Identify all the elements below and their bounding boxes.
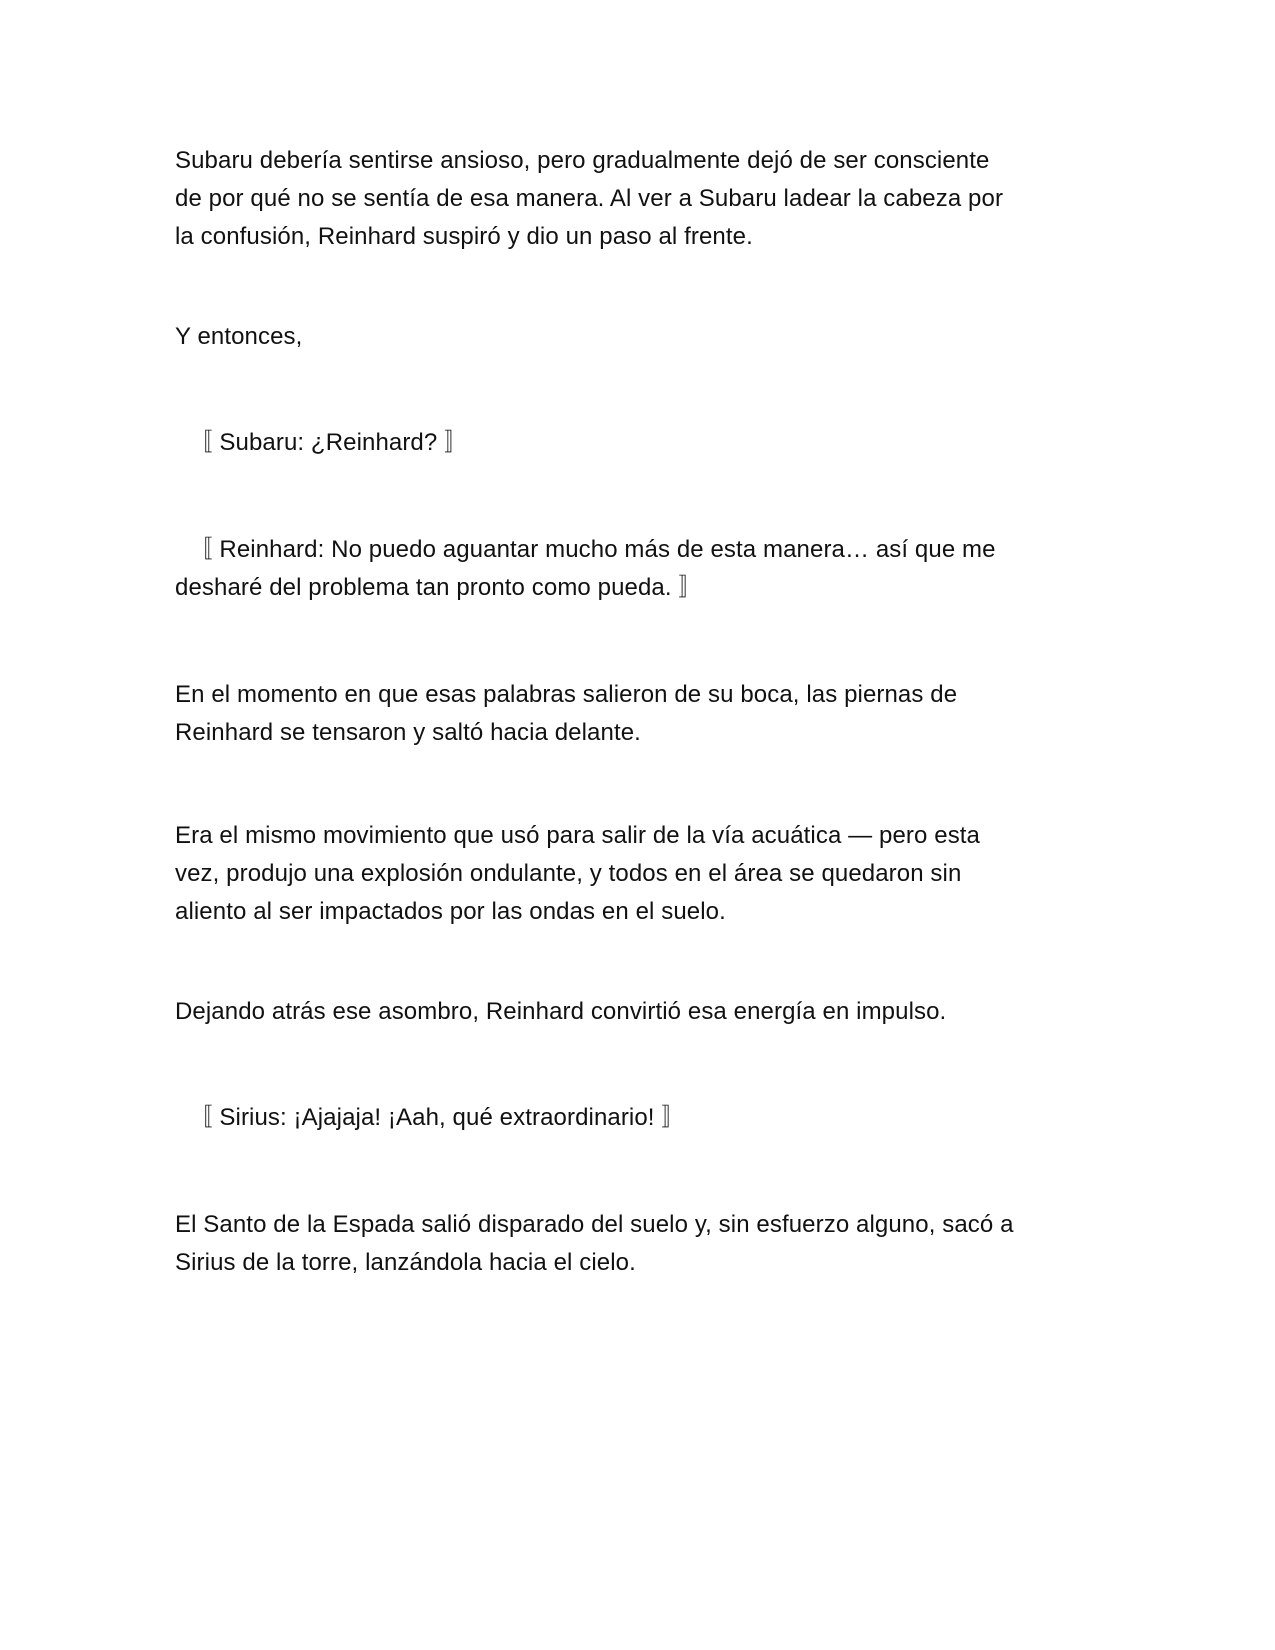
- paragraph-sword-saint: El Santo de la Espada salió disparado del suelo y, sin esfuerzo alguno, sacó a Sirius de la torre, lanzándola hacia el cielo.: [175, 1211, 1014, 1276]
- paragraph-reinhard-jump: En el momento en que esas palabras salieron de su boca, las piernas de Reinhard se tensaron y saltó hacia delante.: [175, 681, 958, 746]
- dialogue-sirius: 〚 Sirius: ¡Ajajaja! ¡Aah, qué extraordinario! 〛: [175, 1104, 686, 1131]
- paragraph-explosion: Era el mismo movimiento que usó para salir de la vía acuática — pero esta vez, produjo una explosión ondulante, y todos en el área se quedaron sin aliento al ser impactados por las ondas en el suelo.: [175, 822, 981, 925]
- paragraph-subaru-anxious: Subaru debería sentirse ansioso, pero gradualmente dejó de ser consciente de por qué no se sentía de esa manera. Al ver a Subaru ladear la cabeza por la confusión, Reinhard suspiró y dio un paso al frente.: [175, 147, 1004, 250]
- dialogue-reinhard: 〚 Reinhard: No puedo aguantar mucho más de esta manera… así que me desharé del problema tan pronto como pueda. 〛: [175, 536, 996, 601]
- paragraph-y-entonces: Y entonces,: [175, 323, 303, 350]
- paragraph-momentum: Dejando atrás ese asombro, Reinhard convirtió esa energía en impulso.: [175, 998, 947, 1025]
- dialogue-subaru: 〚 Subaru: ¿Reinhard? 〛: [175, 429, 469, 456]
